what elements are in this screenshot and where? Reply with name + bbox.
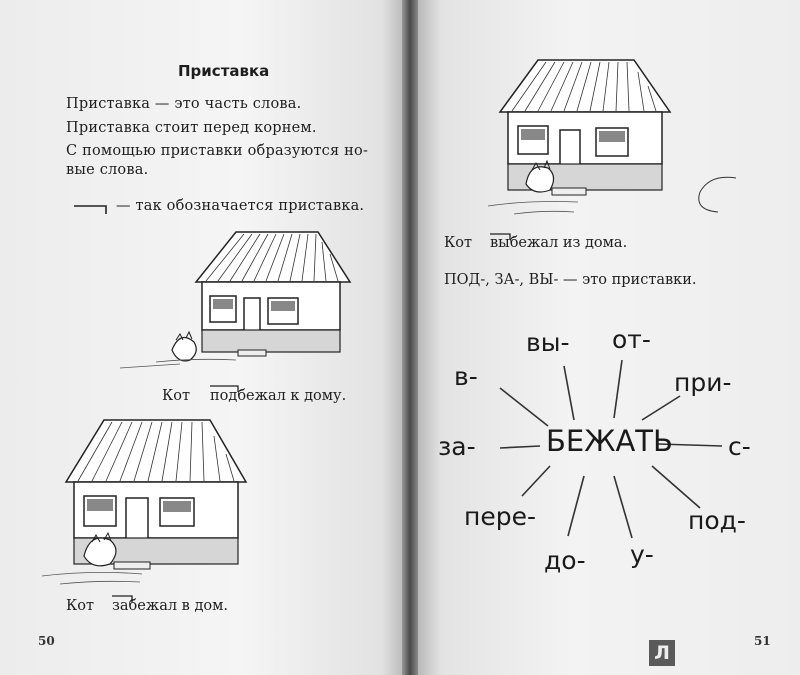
house-illustration-2 (42, 420, 246, 584)
prefix-za: за- (438, 432, 476, 461)
prefix-pri: при- (674, 368, 732, 397)
prefix-symbol-icon (74, 206, 106, 214)
prefix-vy: вы- (526, 328, 570, 357)
page-number-left: 50 (38, 634, 55, 648)
house-illustration-1 (120, 232, 350, 368)
caption-2-rest: забежал в дом. (112, 598, 228, 614)
rule-line-1: Приставка — это часть слова. (66, 96, 302, 112)
caption-3-rest: выбежал из дома. (490, 235, 628, 251)
prefix-s: с- (728, 432, 751, 461)
prefix-ot: от- (612, 325, 651, 354)
house-illustration-3 (488, 60, 736, 214)
prefix-pod: под- (688, 506, 746, 535)
right-illustrations (418, 0, 800, 675)
prefixes-statement: ПОД-, ЗА-, ВЫ- — это приставки. (444, 272, 697, 288)
prefix-pere: пере- (464, 502, 536, 531)
prefix-do: до- (544, 546, 586, 575)
caption-1-noun: Кот (162, 388, 190, 404)
caption-1-rest: подбежал к дому. (210, 388, 347, 404)
right-page (418, 0, 800, 675)
root-word: БЕЖАТЬ (546, 424, 673, 458)
watermark-logo-icon: Л (649, 640, 675, 666)
rule-line-3: С помощью приставки образуются но- (66, 143, 369, 159)
page-heading: Приставка (178, 62, 270, 80)
caption-2-noun: Кот (66, 598, 94, 614)
book-gutter (402, 0, 418, 675)
prefix-v: в- (454, 362, 478, 391)
rule-line-4: вые слова. (66, 162, 149, 178)
symbol-caption: — так обозначается приставка. (116, 198, 365, 214)
page-number-right: 51 (754, 634, 771, 648)
prefix-u: у- (630, 540, 654, 569)
rule-line-2: Приставка стоит перед корнем. (66, 120, 317, 136)
caption-3-noun: Кот (444, 235, 472, 251)
